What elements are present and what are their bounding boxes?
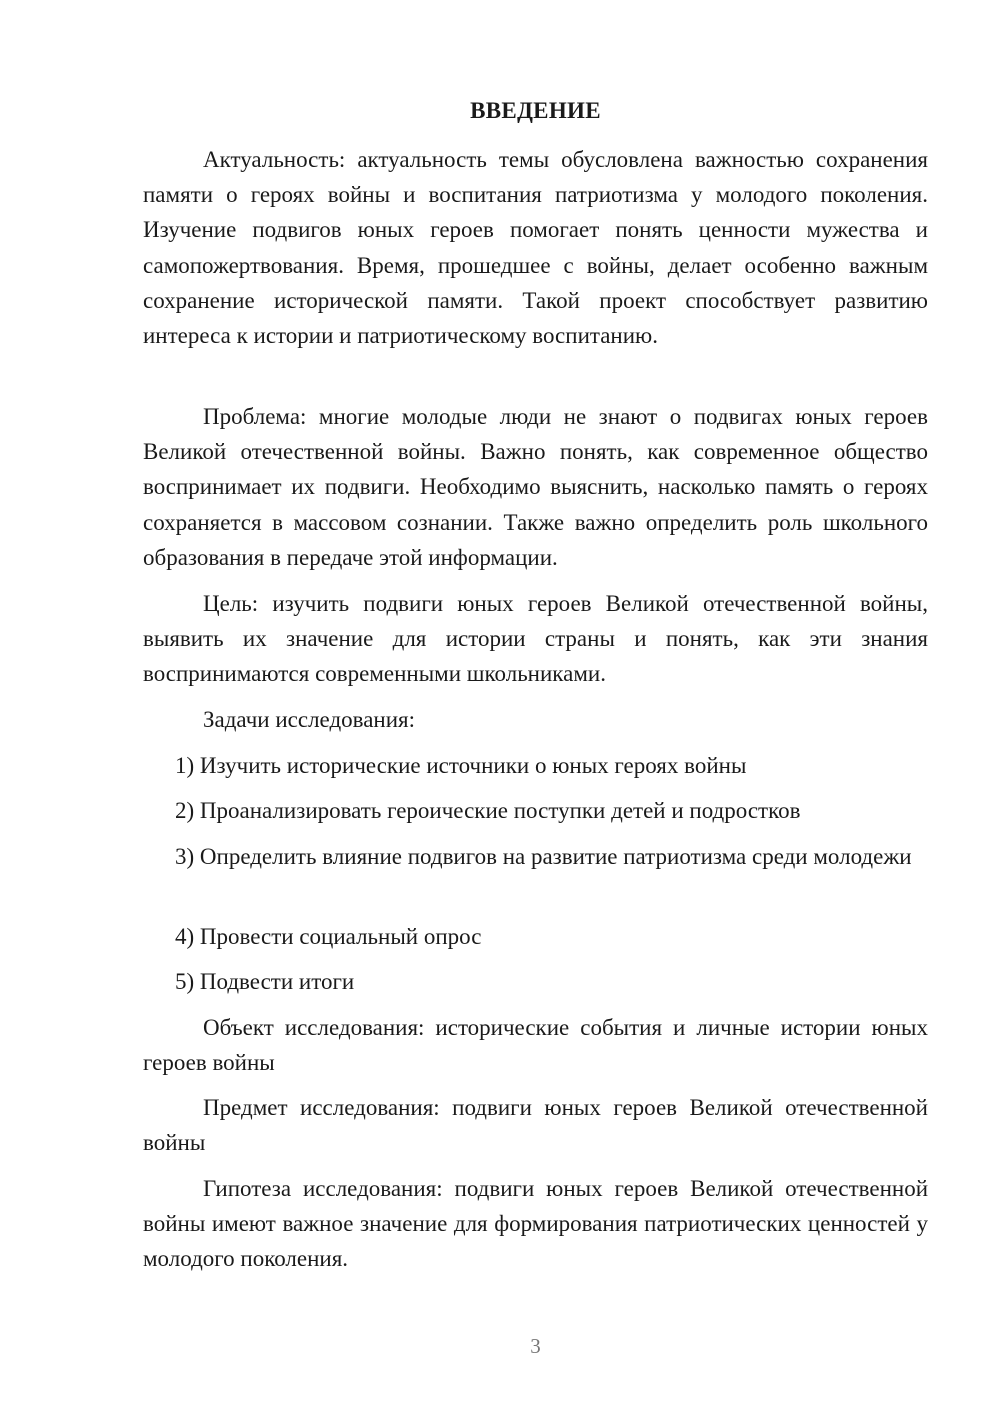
task-item: 1) Изучить исторические источники о юных героях войны [175, 753, 747, 778]
section-title: ВВЕДЕНИЕ [470, 98, 601, 123]
task-item: 4) Провести социальный опрос [175, 924, 482, 949]
tasks-heading: Задачи исследования: [203, 707, 416, 732]
task-item: 2) Проанализировать героические поступки детей и подростков [175, 798, 801, 823]
object-paragraph: Объект исследования: исторические события и личные истории юных героев войны [143, 1015, 928, 1076]
document-page [143, 0, 928, 1414]
subject-paragraph: Предмет исследования: подвиги юных героев Великой отечественной войны [143, 1095, 928, 1156]
problem-paragraph: Проблема: многие молодые люди не знают о подвигах юных героев Великой отечественной войны. Важно понять, как современное общество воспринимает их подвиги. Необходимо выяснить, насколько память о героях сохраняется в массовом сознании. Также важно определить роль школьного образования в передаче этой информации. [143, 404, 928, 570]
goal-paragraph: Цель: изучить подвиги юных героев Великой отечественной войны, выявить их значение для истории страны и понять, как эти знания воспринимаются современными школьниками. [143, 591, 928, 687]
task-item: 3) Определить влияние подвигов на развитие патриотизма среди молодежи [175, 844, 912, 869]
task-item: 5) Подвести итоги [175, 969, 355, 994]
page-number: 3 [530, 1334, 541, 1358]
relevance-paragraph: Актуальность: актуальность темы обусловлена важностью сохранения памяти о героях войны и воспитания патриотизма у молодого поколения. Изучение подвигов юных героев помогает понять ценности мужества и самопожертвования. Время, прошедшее с войны, делает особенно важным сохранение исторической памяти. Такой проект способствует развитию интереса к истории и патриотическому воспитанию. [143, 147, 928, 349]
hypothesis-paragraph: Гипотеза исследования: подвиги юных героев Великой отечественной войны имеют важное значение для формирования патриотических ценностей у молодого поколения. [143, 1176, 928, 1272]
